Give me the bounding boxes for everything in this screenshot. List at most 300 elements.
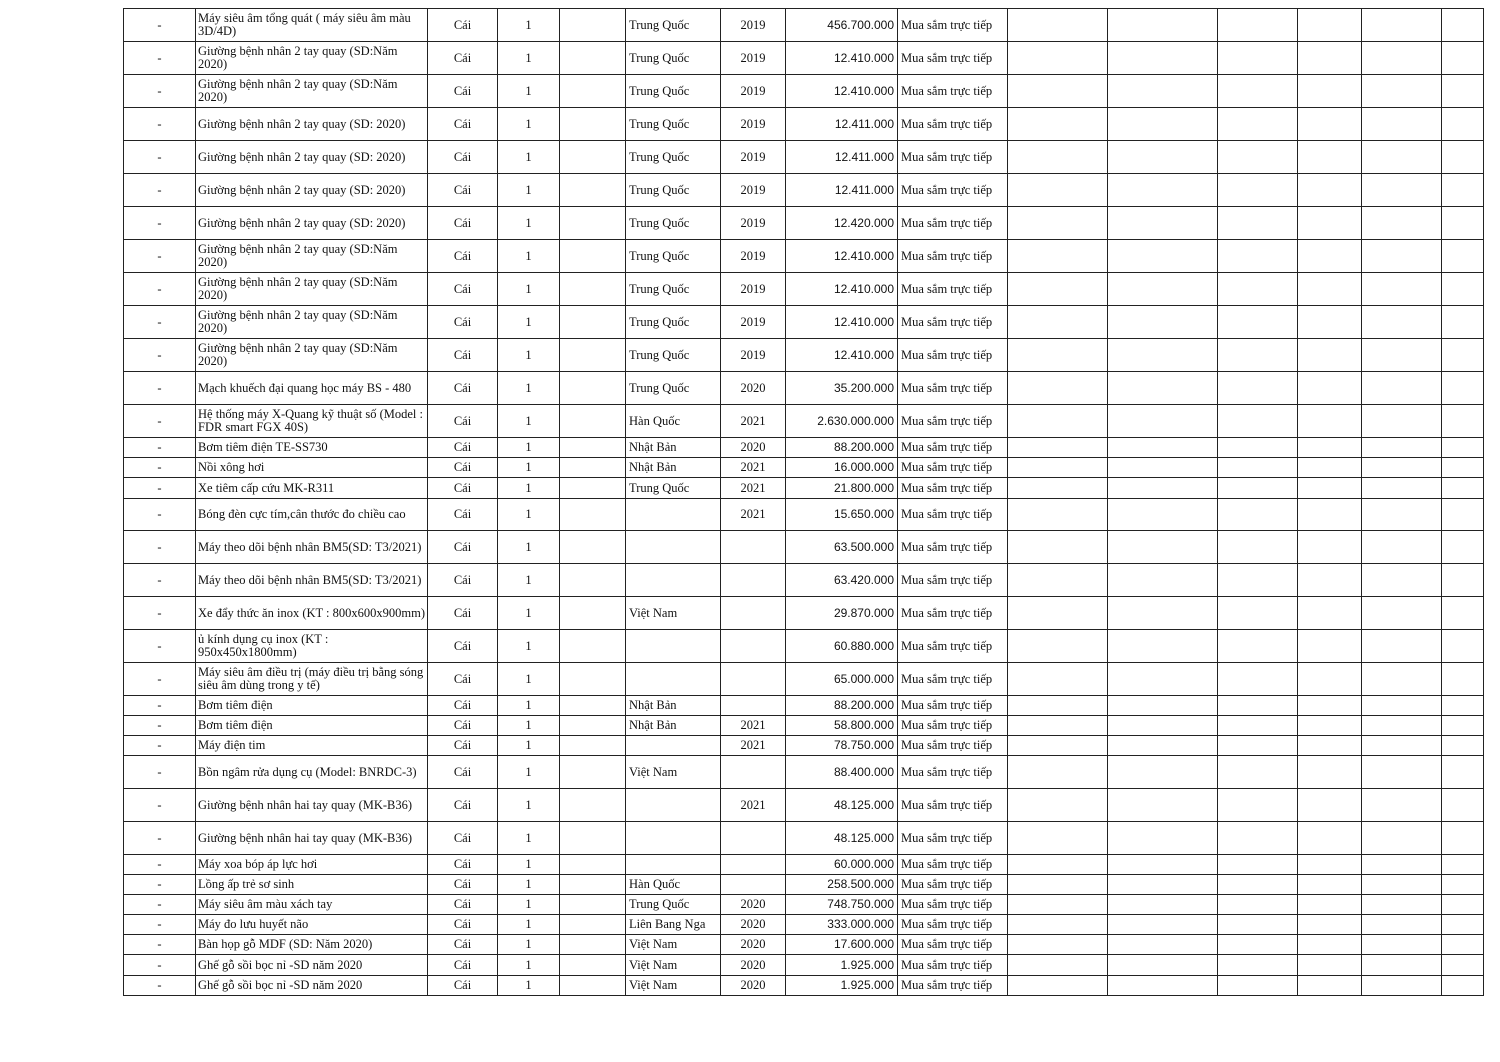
row-price: 258.500.000 bbox=[786, 875, 898, 895]
row-empty-cell bbox=[1218, 822, 1298, 855]
row-empty-cell bbox=[1108, 915, 1218, 935]
row-empty-cell bbox=[1218, 478, 1298, 499]
row-quantity: 1 bbox=[498, 597, 560, 630]
row-asset-name: Bàn họp gỗ MDF (SD: Năm 2020) bbox=[196, 935, 428, 955]
row-price: 12.410.000 bbox=[786, 75, 898, 108]
row-year: 2019 bbox=[721, 174, 786, 207]
table-row bbox=[124, 915, 1484, 935]
row-empty-cell bbox=[1008, 207, 1108, 240]
row-empty-cell bbox=[1108, 174, 1218, 207]
row-origin bbox=[626, 855, 721, 875]
row-origin bbox=[626, 630, 721, 663]
row-empty-cell bbox=[1108, 663, 1218, 696]
row-empty-cell bbox=[1362, 108, 1442, 141]
row-empty-cell bbox=[1108, 42, 1218, 75]
row-stt: - bbox=[124, 597, 196, 630]
row-origin: Trung Quốc bbox=[626, 141, 721, 174]
row-asset-name: Giường bệnh nhân 2 tay quay (SD:Năm 2020) bbox=[196, 273, 428, 306]
row-empty-cell bbox=[1442, 630, 1484, 663]
row-procurement-method: Mua sắm trực tiếp bbox=[898, 478, 1008, 499]
row-empty-cell bbox=[1362, 75, 1442, 108]
row-stt: - bbox=[124, 306, 196, 339]
row-empty-cell bbox=[1442, 935, 1484, 955]
row-empty-cell bbox=[1362, 141, 1442, 174]
row-empty-cell bbox=[1008, 458, 1108, 478]
row-origin bbox=[626, 822, 721, 855]
row-unit: Cái bbox=[428, 976, 498, 996]
row-empty-cell bbox=[1108, 789, 1218, 822]
row-quantity: 1 bbox=[498, 915, 560, 935]
row-origin: Trung Quốc bbox=[626, 895, 721, 915]
row-empty-cell bbox=[1108, 9, 1218, 42]
row-unit: Cái bbox=[428, 499, 498, 531]
row-asset-name: Giường bệnh nhân 2 tay quay (SD: 2020) bbox=[196, 108, 428, 141]
row-empty-cell bbox=[1108, 405, 1218, 438]
row-empty-cell bbox=[1218, 499, 1298, 531]
table-row bbox=[124, 372, 1484, 405]
row-unit: Cái bbox=[428, 405, 498, 438]
row-empty-cell bbox=[1008, 696, 1108, 716]
row-price: 65.000.000 bbox=[786, 663, 898, 696]
row-procurement-method: Mua sắm trực tiếp bbox=[898, 273, 1008, 306]
row-asset-name: Giường bệnh nhân 2 tay quay (SD: 2020) bbox=[196, 141, 428, 174]
row-origin: Trung Quốc bbox=[626, 339, 721, 372]
asset-table-body bbox=[124, 9, 1484, 996]
row-price: 17.600.000 bbox=[786, 935, 898, 955]
row-unit: Cái bbox=[428, 174, 498, 207]
row-empty-cell bbox=[1298, 976, 1362, 996]
row-empty-cell bbox=[1298, 273, 1362, 306]
table-row bbox=[124, 716, 1484, 736]
row-quantity: 1 bbox=[498, 9, 560, 42]
row-origin: Trung Quốc bbox=[626, 372, 721, 405]
row-year: 2020 bbox=[721, 935, 786, 955]
row-unit: Cái bbox=[428, 895, 498, 915]
row-empty-cell bbox=[1008, 240, 1108, 273]
row-unit: Cái bbox=[428, 915, 498, 935]
row-stt: - bbox=[124, 875, 196, 895]
row-empty-cell bbox=[560, 736, 626, 756]
row-asset-name: Bồn ngâm rửa dụng cụ (Model: BNRDC-3) bbox=[196, 756, 428, 789]
row-empty-cell bbox=[1218, 531, 1298, 564]
row-empty-cell bbox=[1008, 855, 1108, 875]
table-row bbox=[124, 531, 1484, 564]
row-empty-cell bbox=[1008, 273, 1108, 306]
row-unit: Cái bbox=[428, 696, 498, 716]
row-procurement-method: Mua sắm trực tiếp bbox=[898, 499, 1008, 531]
row-asset-name: Bóng đèn cực tím,cân thước đo chiều cao bbox=[196, 499, 428, 531]
row-procurement-method: Mua sắm trực tiếp bbox=[898, 42, 1008, 75]
row-empty-cell bbox=[1218, 915, 1298, 935]
row-empty-cell bbox=[1298, 736, 1362, 756]
row-procurement-method: Mua sắm trực tiếp bbox=[898, 108, 1008, 141]
row-empty-cell bbox=[1362, 789, 1442, 822]
row-empty-cell bbox=[1442, 207, 1484, 240]
row-empty-cell bbox=[1108, 955, 1218, 976]
row-empty-cell bbox=[1218, 42, 1298, 75]
row-empty-cell bbox=[1218, 696, 1298, 716]
table-row bbox=[124, 597, 1484, 630]
row-empty-cell bbox=[1298, 207, 1362, 240]
row-empty-cell bbox=[1362, 458, 1442, 478]
row-price: 63.420.000 bbox=[786, 564, 898, 597]
row-empty-cell bbox=[1298, 108, 1362, 141]
row-price: 63.500.000 bbox=[786, 531, 898, 564]
row-empty-cell bbox=[1442, 458, 1484, 478]
row-price: 60.880.000 bbox=[786, 630, 898, 663]
row-empty-cell bbox=[1362, 756, 1442, 789]
row-procurement-method: Mua sắm trực tiếp bbox=[898, 696, 1008, 716]
row-price: 333.000.000 bbox=[786, 915, 898, 935]
row-asset-name: Xe tiêm cấp cứu MK-R311 bbox=[196, 478, 428, 499]
row-empty-cell bbox=[1298, 75, 1362, 108]
row-empty-cell bbox=[1108, 630, 1218, 663]
row-stt: - bbox=[124, 716, 196, 736]
row-year: 2021 bbox=[721, 499, 786, 531]
row-price: 78.750.000 bbox=[786, 736, 898, 756]
row-procurement-method: Mua sắm trực tiếp bbox=[898, 141, 1008, 174]
row-unit: Cái bbox=[428, 478, 498, 499]
table-row bbox=[124, 458, 1484, 478]
row-year: 2021 bbox=[721, 478, 786, 499]
row-empty-cell bbox=[1442, 339, 1484, 372]
row-empty-cell bbox=[560, 855, 626, 875]
row-quantity: 1 bbox=[498, 141, 560, 174]
row-procurement-method: Mua sắm trực tiếp bbox=[898, 855, 1008, 875]
row-empty-cell bbox=[1442, 531, 1484, 564]
row-empty-cell bbox=[1298, 458, 1362, 478]
row-empty-cell bbox=[1008, 174, 1108, 207]
row-empty-cell bbox=[1108, 935, 1218, 955]
row-price: 12.410.000 bbox=[786, 240, 898, 273]
row-quantity: 1 bbox=[498, 855, 560, 875]
row-procurement-method: Mua sắm trực tiếp bbox=[898, 955, 1008, 976]
row-quantity: 1 bbox=[498, 339, 560, 372]
row-empty-cell bbox=[1008, 141, 1108, 174]
row-price: 88.200.000 bbox=[786, 438, 898, 458]
row-empty-cell bbox=[1108, 976, 1218, 996]
row-year bbox=[721, 531, 786, 564]
row-year: 2019 bbox=[721, 141, 786, 174]
row-empty-cell bbox=[1362, 478, 1442, 499]
row-empty-cell bbox=[1108, 696, 1218, 716]
row-asset-name: Giường bệnh nhân 2 tay quay (SD:Năm 2020) bbox=[196, 339, 428, 372]
row-procurement-method: Mua sắm trực tiếp bbox=[898, 915, 1008, 935]
row-year bbox=[721, 564, 786, 597]
table-row bbox=[124, 438, 1484, 458]
row-asset-name: Bơm tiêm điện TE-SS730 bbox=[196, 438, 428, 458]
row-year: 2020 bbox=[721, 955, 786, 976]
row-asset-name: Hệ thống máy X-Quang kỹ thuật số (Model : FDR smart FGX 40S) bbox=[196, 405, 428, 438]
row-empty-cell bbox=[1442, 42, 1484, 75]
row-empty-cell bbox=[560, 372, 626, 405]
row-origin: Hàn Quốc bbox=[626, 875, 721, 895]
row-empty-cell bbox=[1008, 716, 1108, 736]
row-price: 12.410.000 bbox=[786, 273, 898, 306]
row-empty-cell bbox=[1362, 716, 1442, 736]
row-quantity: 1 bbox=[498, 630, 560, 663]
row-year: 2021 bbox=[721, 789, 786, 822]
table-row bbox=[124, 756, 1484, 789]
row-stt: - bbox=[124, 789, 196, 822]
row-empty-cell bbox=[1362, 207, 1442, 240]
row-origin: Trung Quốc bbox=[626, 273, 721, 306]
row-empty-cell bbox=[560, 75, 626, 108]
row-empty-cell bbox=[1008, 339, 1108, 372]
row-empty-cell bbox=[1298, 935, 1362, 955]
row-empty-cell bbox=[1008, 663, 1108, 696]
row-empty-cell bbox=[1108, 75, 1218, 108]
row-stt: - bbox=[124, 895, 196, 915]
row-empty-cell bbox=[1108, 597, 1218, 630]
row-empty-cell bbox=[1298, 756, 1362, 789]
row-empty-cell bbox=[560, 339, 626, 372]
row-asset-name: Giường bệnh nhân hai tay quay (MK-B36) bbox=[196, 789, 428, 822]
table-row bbox=[124, 273, 1484, 306]
row-empty-cell bbox=[1008, 736, 1108, 756]
row-unit: Cái bbox=[428, 141, 498, 174]
row-empty-cell bbox=[1362, 696, 1442, 716]
row-price: 12.410.000 bbox=[786, 306, 898, 339]
row-empty-cell bbox=[1362, 306, 1442, 339]
row-empty-cell bbox=[1218, 663, 1298, 696]
row-empty-cell bbox=[1362, 42, 1442, 75]
row-year: 2021 bbox=[721, 736, 786, 756]
row-empty-cell bbox=[1298, 42, 1362, 75]
row-empty-cell bbox=[560, 174, 626, 207]
table-row bbox=[124, 141, 1484, 174]
row-year: 2020 bbox=[721, 372, 786, 405]
row-empty-cell bbox=[1362, 9, 1442, 42]
row-unit: Cái bbox=[428, 736, 498, 756]
row-stt: - bbox=[124, 955, 196, 976]
row-empty-cell bbox=[1442, 478, 1484, 499]
row-quantity: 1 bbox=[498, 240, 560, 273]
row-empty-cell bbox=[1008, 42, 1108, 75]
row-stt: - bbox=[124, 273, 196, 306]
row-empty-cell bbox=[1218, 273, 1298, 306]
row-asset-name: Giường bệnh nhân 2 tay quay (SD:Năm 2020) bbox=[196, 306, 428, 339]
row-empty-cell bbox=[1008, 405, 1108, 438]
row-procurement-method: Mua sắm trực tiếp bbox=[898, 339, 1008, 372]
row-price: 58.800.000 bbox=[786, 716, 898, 736]
row-empty-cell bbox=[1218, 339, 1298, 372]
row-empty-cell bbox=[1442, 696, 1484, 716]
row-quantity: 1 bbox=[498, 531, 560, 564]
row-stt: - bbox=[124, 696, 196, 716]
row-empty-cell bbox=[560, 663, 626, 696]
row-empty-cell bbox=[1442, 895, 1484, 915]
row-empty-cell bbox=[1298, 372, 1362, 405]
row-stt: - bbox=[124, 458, 196, 478]
table-row bbox=[124, 108, 1484, 141]
row-empty-cell bbox=[1362, 372, 1442, 405]
row-procurement-method: Mua sắm trực tiếp bbox=[898, 736, 1008, 756]
row-empty-cell bbox=[1362, 736, 1442, 756]
row-empty-cell bbox=[1362, 405, 1442, 438]
row-year: 2020 bbox=[721, 895, 786, 915]
table-row bbox=[124, 935, 1484, 955]
row-origin: Nhật Bản bbox=[626, 696, 721, 716]
row-empty-cell bbox=[1218, 108, 1298, 141]
row-procurement-method: Mua sắm trực tiếp bbox=[898, 976, 1008, 996]
row-quantity: 1 bbox=[498, 478, 560, 499]
row-empty-cell bbox=[1108, 438, 1218, 458]
row-empty-cell bbox=[1298, 822, 1362, 855]
row-empty-cell bbox=[1008, 75, 1108, 108]
row-quantity: 1 bbox=[498, 458, 560, 478]
row-year: 2019 bbox=[721, 339, 786, 372]
row-origin: Việt Nam bbox=[626, 935, 721, 955]
row-year: 2019 bbox=[721, 9, 786, 42]
row-empty-cell bbox=[1298, 9, 1362, 42]
table-row bbox=[124, 822, 1484, 855]
row-empty-cell bbox=[1442, 822, 1484, 855]
row-price: 12.411.000 bbox=[786, 174, 898, 207]
row-price: 48.125.000 bbox=[786, 789, 898, 822]
row-empty-cell bbox=[1442, 736, 1484, 756]
table-row bbox=[124, 855, 1484, 875]
row-empty-cell bbox=[1298, 915, 1362, 935]
row-empty-cell bbox=[1218, 716, 1298, 736]
row-empty-cell bbox=[1298, 306, 1362, 339]
row-empty-cell bbox=[1362, 438, 1442, 458]
row-empty-cell bbox=[1442, 108, 1484, 141]
table-row bbox=[124, 976, 1484, 996]
row-price: 1.925.000 bbox=[786, 976, 898, 996]
row-empty-cell bbox=[560, 696, 626, 716]
row-empty-cell bbox=[560, 306, 626, 339]
row-procurement-method: Mua sắm trực tiếp bbox=[898, 756, 1008, 789]
row-stt: - bbox=[124, 207, 196, 240]
row-empty-cell bbox=[1108, 499, 1218, 531]
row-year: 2021 bbox=[721, 458, 786, 478]
row-empty-cell bbox=[1108, 478, 1218, 499]
row-unit: Cái bbox=[428, 108, 498, 141]
row-origin: Trung Quốc bbox=[626, 42, 721, 75]
row-year: 2021 bbox=[721, 405, 786, 438]
row-quantity: 1 bbox=[498, 75, 560, 108]
row-empty-cell bbox=[1218, 564, 1298, 597]
row-empty-cell bbox=[1362, 597, 1442, 630]
row-year bbox=[721, 663, 786, 696]
row-price: 29.870.000 bbox=[786, 597, 898, 630]
row-empty-cell bbox=[560, 935, 626, 955]
row-procurement-method: Mua sắm trực tiếp bbox=[898, 789, 1008, 822]
table-row bbox=[124, 478, 1484, 499]
table-row bbox=[124, 736, 1484, 756]
row-quantity: 1 bbox=[498, 716, 560, 736]
row-unit: Cái bbox=[428, 756, 498, 789]
row-empty-cell bbox=[1298, 174, 1362, 207]
row-asset-name: Máy theo dõi bệnh nhân BM5(SD: T3/2021) bbox=[196, 564, 428, 597]
row-stt: - bbox=[124, 976, 196, 996]
table-row bbox=[124, 75, 1484, 108]
table-row bbox=[124, 895, 1484, 915]
row-empty-cell bbox=[1298, 240, 1362, 273]
row-unit: Cái bbox=[428, 822, 498, 855]
row-empty-cell bbox=[560, 875, 626, 895]
row-quantity: 1 bbox=[498, 438, 560, 458]
row-price: 35.200.000 bbox=[786, 372, 898, 405]
row-empty-cell bbox=[560, 458, 626, 478]
row-empty-cell bbox=[1362, 564, 1442, 597]
row-stt: - bbox=[124, 240, 196, 273]
row-empty-cell bbox=[1362, 822, 1442, 855]
row-asset-name: Giường bệnh nhân hai tay quay (MK-B36) bbox=[196, 822, 428, 855]
row-empty-cell bbox=[1442, 597, 1484, 630]
row-procurement-method: Mua sắm trực tiếp bbox=[898, 458, 1008, 478]
table-row bbox=[124, 42, 1484, 75]
row-quantity: 1 bbox=[498, 273, 560, 306]
row-procurement-method: Mua sắm trực tiếp bbox=[898, 306, 1008, 339]
row-asset-name: Giường bệnh nhân 2 tay quay (SD:Năm 2020) bbox=[196, 75, 428, 108]
row-procurement-method: Mua sắm trực tiếp bbox=[898, 75, 1008, 108]
row-procurement-method: Mua sắm trực tiếp bbox=[898, 438, 1008, 458]
row-quantity: 1 bbox=[498, 42, 560, 75]
row-price: 456.700.000 bbox=[786, 9, 898, 42]
row-price: 88.200.000 bbox=[786, 696, 898, 716]
row-empty-cell bbox=[1442, 564, 1484, 597]
row-unit: Cái bbox=[428, 240, 498, 273]
row-empty-cell bbox=[560, 716, 626, 736]
row-asset-name: Máy siêu âm màu xách tay bbox=[196, 895, 428, 915]
row-price: 21.800.000 bbox=[786, 478, 898, 499]
row-asset-name: ủ kính dụng cụ inox (KT : 950x450x1800mm) bbox=[196, 630, 428, 663]
row-empty-cell bbox=[560, 756, 626, 789]
row-unit: Cái bbox=[428, 438, 498, 458]
row-empty-cell bbox=[1442, 9, 1484, 42]
row-empty-cell bbox=[1108, 207, 1218, 240]
row-stt: - bbox=[124, 108, 196, 141]
row-empty-cell bbox=[560, 955, 626, 976]
row-unit: Cái bbox=[428, 955, 498, 976]
row-price: 15.650.000 bbox=[786, 499, 898, 531]
row-empty-cell bbox=[560, 531, 626, 564]
row-empty-cell bbox=[1008, 756, 1108, 789]
row-empty-cell bbox=[560, 108, 626, 141]
row-empty-cell bbox=[1008, 478, 1108, 499]
row-origin: Trung Quốc bbox=[626, 9, 721, 42]
row-empty-cell bbox=[1362, 955, 1442, 976]
row-empty-cell bbox=[1008, 499, 1108, 531]
row-empty-cell bbox=[1298, 630, 1362, 663]
row-stt: - bbox=[124, 438, 196, 458]
row-stt: - bbox=[124, 935, 196, 955]
row-year bbox=[721, 696, 786, 716]
row-empty-cell bbox=[1008, 822, 1108, 855]
row-origin: Trung Quốc bbox=[626, 174, 721, 207]
row-stt: - bbox=[124, 478, 196, 499]
row-quantity: 1 bbox=[498, 976, 560, 996]
row-empty-cell bbox=[1442, 855, 1484, 875]
row-asset-name: Máy đo lưu huyết não bbox=[196, 915, 428, 935]
row-asset-name: Máy điện tim bbox=[196, 736, 428, 756]
row-empty-cell bbox=[1442, 438, 1484, 458]
table-row bbox=[124, 240, 1484, 273]
row-origin: Trung Quốc bbox=[626, 478, 721, 499]
row-empty-cell bbox=[1108, 273, 1218, 306]
row-procurement-method: Mua sắm trực tiếp bbox=[898, 716, 1008, 736]
row-stt: - bbox=[124, 736, 196, 756]
row-empty-cell bbox=[560, 42, 626, 75]
row-empty-cell bbox=[1442, 716, 1484, 736]
row-stt: - bbox=[124, 531, 196, 564]
row-empty-cell bbox=[1442, 372, 1484, 405]
row-origin bbox=[626, 663, 721, 696]
row-stt: - bbox=[124, 405, 196, 438]
row-empty-cell bbox=[1442, 174, 1484, 207]
